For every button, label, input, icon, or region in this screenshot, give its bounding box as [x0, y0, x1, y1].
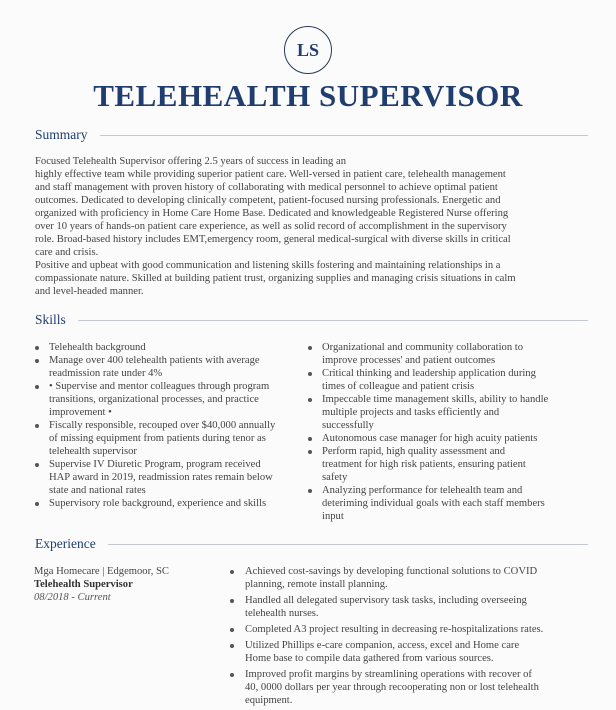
list-item [35, 380, 275, 419]
text-line: Achieved cost-savings by developing functional solutions to COVID [245, 566, 538, 577]
divider [108, 544, 588, 545]
text-line: input [322, 511, 344, 522]
list-item [35, 419, 275, 458]
company-location: Mga Homecare | Edgemoor, SC [34, 566, 169, 577]
text-line: Organizational and community collaboration to [322, 342, 524, 353]
text-line: outcomes. Dedicated to developing clinically competent, patient-focused nursing professionals. Energetic and [35, 195, 501, 206]
list-item [35, 341, 275, 354]
text-line: equipment. [245, 695, 293, 706]
summary-section-header [35, 127, 588, 143]
text-line: care and crisis. [35, 247, 99, 258]
list-item [230, 623, 543, 636]
text-line: telehealth supervisor [49, 446, 137, 457]
text-line: Supervise IV Diuretic Program, program received [49, 459, 261, 470]
text-line: times of colleague and patient crisis [322, 381, 475, 392]
text-line: telehealth nurses. [245, 608, 319, 619]
list-item [230, 594, 543, 620]
text-line: Focused Telehealth Supervisor offering 2.5 years of success in leading an [35, 156, 347, 167]
text-line: highly effective team while providing superior patient care. Well-versed in patient care, telehealth management [35, 169, 506, 180]
text-line: Analyzing performance for telehealth team and [322, 485, 523, 496]
text-line: transitions, organizational processes, and practice [49, 394, 259, 405]
text-line: organized with proficiency in Home Care Home Base. Dedicated and knowledgeable Registered Nurse offering [35, 208, 509, 219]
divider [100, 135, 589, 136]
text-line: Fiscally responsible, recouped over $40,000 annually [49, 420, 276, 431]
text-line: state and national rates [49, 485, 146, 496]
summary-text [35, 155, 516, 298]
text-line: treatment for high risk patients, ensuring patient [322, 459, 526, 470]
text-line: successfully [322, 420, 374, 431]
text-line: Handled all delegated supervisory task tasks, including overseeing [245, 595, 527, 606]
text-line: Improved profit margins by streamlining operations with recover of [245, 669, 532, 680]
summary-heading: Summary [35, 127, 88, 142]
list-item [230, 639, 543, 665]
job-dates: 08/2018 - Current [34, 592, 111, 603]
text-line: planning, remote install planning. [245, 579, 388, 590]
text-line: 40, 0000 dollars per year through recooperating non or lost telehealth [245, 682, 539, 693]
list-item [308, 393, 548, 432]
experience-heading: Experience [35, 536, 96, 551]
text-line: and staff management with proven history of collaborating with medical personnel to achieve optimal patient [35, 182, 498, 193]
text-line: Completed A3 project resulting in decreasing re-hospitalizations rates. [245, 624, 544, 635]
text-line: over 10 years of hands-on patient care experience, as well as solid record of accomplishment in the supervisory [35, 221, 507, 232]
list-item [308, 484, 548, 523]
list-item [230, 668, 543, 707]
job-bullets [230, 565, 543, 710]
text-line: role. Broad-based history includes EMT,emergency room, general medical-surgical with diverse skills in critical [35, 234, 511, 245]
skills-list-right [308, 341, 548, 523]
text-line: multiple projects and tasks efficiently and [322, 407, 500, 418]
text-line: compassionate nature. Skilled at building patient trust, organizing supplies and managing crisis situations in calm [35, 273, 516, 284]
text-line: of missing equipment from patients during tenor as [49, 433, 266, 444]
list-item [230, 565, 543, 591]
skills-list-left [35, 341, 275, 510]
text-line: improve processes' and patient outcomes [322, 355, 496, 366]
text-line: Impeccable time management skills, ability to handle [322, 394, 549, 405]
skills-section-header [35, 312, 588, 328]
text-line: • Supervise and mentor colleagues through program [49, 381, 270, 392]
list-item [35, 458, 275, 497]
text-line: and level-headed manner. [35, 286, 144, 297]
experience-section-header [35, 536, 588, 552]
text-line: Autonomous case manager for high acuity patients [322, 433, 538, 444]
text-line: safety [322, 472, 348, 483]
text-line: HAP award in 2019, readmission rates remain below [49, 472, 273, 483]
job-info [34, 565, 169, 604]
text-line: improvement • [49, 407, 112, 418]
text-line: Utilized Phillips e-care companion, access, excel and Home care [245, 640, 520, 651]
list-item [308, 341, 548, 367]
job-position: Telehealth Supervisor [34, 579, 133, 590]
text-line: Manage over 400 telehealth patients with average [49, 355, 260, 366]
text-line: readmission rate under 4% [49, 368, 163, 379]
text-line: Critical thinking and leadership application during [322, 368, 536, 379]
monogram [284, 26, 332, 74]
list-item [308, 367, 548, 393]
list-item [35, 354, 275, 380]
text-line: Positive and upbeat with good communication and listening skills fostering and maintaining relationships in a [35, 260, 501, 271]
text-line: Perform rapid, high quality assessment and [322, 446, 506, 457]
divider [78, 320, 588, 321]
text-line: Telehealth background [49, 342, 146, 353]
text-line: Home base to compile data gathered from various sources. [245, 653, 494, 664]
list-item [308, 445, 548, 484]
skills-heading: Skills [35, 312, 66, 327]
list-item [35, 497, 275, 510]
page-title: TELEHEALTH SUPERVISOR [93, 78, 523, 113]
list-item [308, 432, 548, 445]
text-line: Supervisory role background, experience and skills [49, 498, 267, 509]
text-line: deteriming individual goals with each staff members [322, 498, 545, 509]
monogram-initials: LS [296, 39, 320, 60]
